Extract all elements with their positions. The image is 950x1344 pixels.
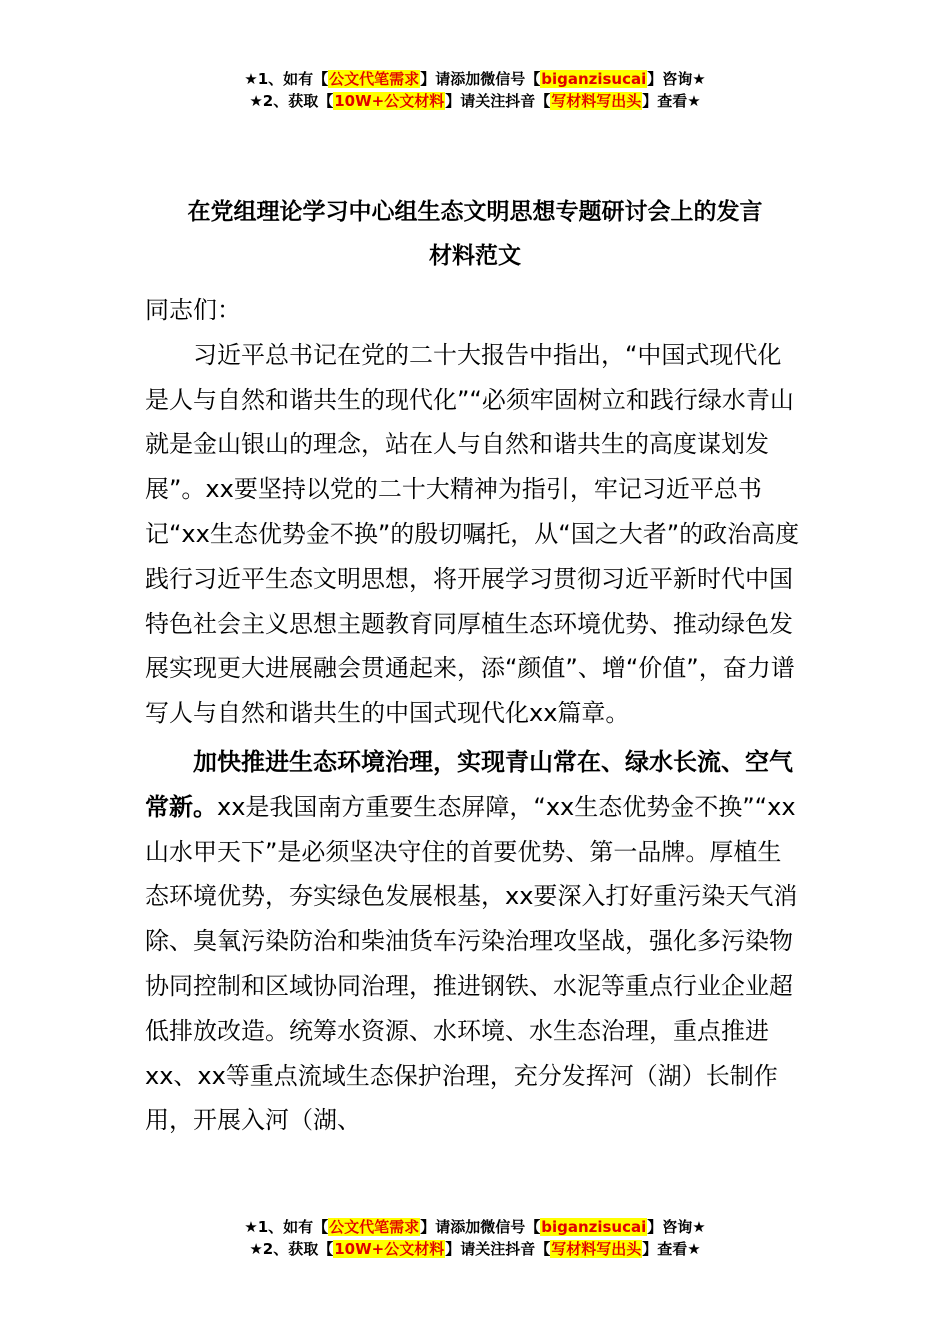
banner-text: 】咨询★ bbox=[647, 70, 706, 88]
banner-text: 】请添加微信号【 bbox=[420, 1218, 541, 1236]
title-line-2: 材料范文 bbox=[429, 243, 521, 269]
paragraph-1: 习近平总书记在党的二十大报告中指出，“中国式现代化是人与自然和谐共生的现代化”“必须牢固树立和践行绿水青山就是金山银山的理念，站在人与自然和谐共生的高度谋划发展”。xx要坚持以党的二十大精神为指引，牢记习近平总书记“xx生态优势金不换”的殷切嘱托，从“国之大者”的政治高度践行习近平生态文明思想，将开展学习贯彻习近平新时代中国特色社会主义思想主题教育同厚植生态环境优势、推动绿色发展实现更大进展融会贯通起来，添“颜值”、增“价值”，奋力谱写人与自然和谐共生的中国式现代化xx篇章。 bbox=[145, 340, 800, 728]
banner-text: ★2、获取【 bbox=[249, 1240, 334, 1258]
banner-text: 】请添加微信号【 bbox=[420, 70, 541, 88]
banner-highlight: biganzisucai bbox=[541, 70, 647, 88]
document-body bbox=[145, 288, 805, 1143]
paragraph-2-body: xx是我国南方重要生态屏障，“xx生态优势金不换”“xx山水甲天下”是必须坚决守住的首要优势、第一品牌。厚植生态环境优势，夯实绿色发展根基，xx要深入打好重污染天气消除、臭氧污染防治和柴油货车污染治理攻坚战，强化多污染物协同控制和区域协同治理，推进钢铁、水泥等重点行业企业超低排放改造。统筹水资源、水环境、水生态治理，重点推进xx、xx等重点流域生态保护治理，充分发挥河（湖）长制作用，开展入河（湖、 bbox=[145, 792, 798, 1135]
banner-text: 】请关注抖音【 bbox=[445, 1240, 551, 1258]
banner-text: ★1、如有【 bbox=[244, 70, 329, 88]
banner-highlight: 10W+公文材料 bbox=[334, 92, 445, 110]
banner-highlight: biganzisucai bbox=[541, 1218, 647, 1236]
banner-line-1 bbox=[0, 68, 950, 90]
paragraph-2-lead: 加快推进生态环境治理，实现青山常在、绿水长流、空气常新。 bbox=[145, 747, 793, 821]
footer-banner bbox=[0, 1216, 950, 1260]
salutation: 同志们： bbox=[145, 296, 241, 324]
title-line-1: 在党组理论学习中心组生态文明思想专题研讨会上的发言 bbox=[187, 199, 763, 225]
banner-highlight: 写材料写出头 bbox=[551, 1240, 642, 1258]
banner-highlight: 10W+公文材料 bbox=[334, 1240, 445, 1258]
banner-highlight: 写材料写出头 bbox=[551, 92, 642, 110]
banner-text: ★1、如有【 bbox=[244, 1218, 329, 1236]
banner-text: 】查看★ bbox=[642, 92, 701, 110]
banner-text: 】咨询★ bbox=[647, 1218, 706, 1236]
banner-text: 】查看★ bbox=[642, 1240, 701, 1258]
banner-line-1 bbox=[0, 1216, 950, 1238]
banner-text: 】请关注抖音【 bbox=[445, 92, 551, 110]
banner-highlight: 公文代笔需求 bbox=[329, 70, 420, 88]
banner-highlight: 公文代笔需求 bbox=[329, 1218, 420, 1236]
header-banner bbox=[0, 68, 950, 112]
document-title bbox=[120, 190, 830, 278]
paragraph-2 bbox=[145, 740, 805, 1143]
banner-text: ★2、获取【 bbox=[249, 92, 334, 110]
banner-line-2 bbox=[0, 90, 950, 112]
banner-line-2 bbox=[0, 1238, 950, 1260]
